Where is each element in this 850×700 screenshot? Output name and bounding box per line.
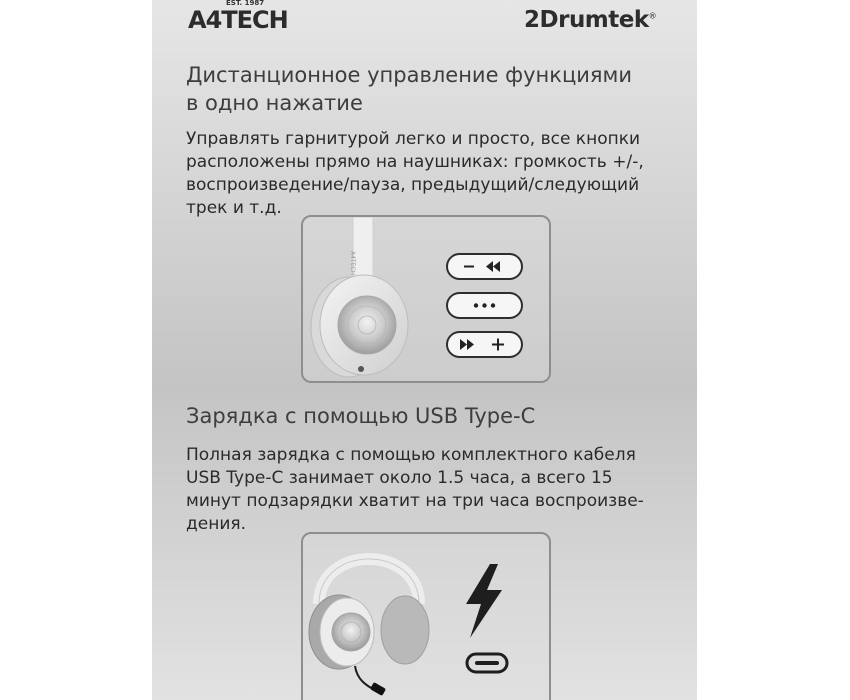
registered-mark: ®: [648, 11, 657, 21]
headphones-image: [305, 538, 435, 700]
a4tech-logo-tag: EST. 1987: [226, 0, 265, 7]
2drumtek-logo: [524, 7, 656, 33]
2drumtek-logo-text: 2Drumtek: [524, 7, 649, 33]
a4tech-logo-text: A4TECH: [188, 6, 288, 34]
section1-text: [186, 128, 644, 220]
section2-text: [186, 444, 644, 536]
section2-title: Зарядка с помощью USB Type-C: [186, 404, 536, 428]
control-button-next-volume-up: [446, 331, 523, 358]
control-button-volume-down-previous: [446, 253, 523, 280]
section2-text-line2: USB Type-C занимает около 1.5 часа, а всего 15: [186, 468, 613, 488]
control-button-play-pause: [446, 292, 523, 319]
section1-text-line2: расположены прямо на наушниках: громкость +/-,: [186, 152, 644, 172]
section1-title-line2: в одно нажатие: [186, 91, 363, 115]
charging-illustration: [301, 532, 551, 700]
section1-text-line1: Управлять гарнитурой легко и просто, все кнопки: [186, 129, 641, 149]
section2-text-line1: Полная зарядка с помощью комплектного кабеля: [186, 445, 636, 465]
section1-text-line3: воспроизведение/пауза, предыдущий/следующий: [186, 175, 640, 195]
section2-text-line3: минут подзарядки хватит на три часа воспроизве-: [186, 491, 644, 511]
device-label: A4TECH: [349, 251, 356, 276]
headphone-side-image: [303, 217, 433, 381]
product-panel: [152, 0, 697, 700]
section1-title: [186, 61, 632, 117]
section1-text-line4: трек и т.д.: [186, 198, 282, 218]
controls-illustration: [301, 215, 551, 383]
section1-title-line1: Дистанционное управление функциями: [186, 63, 633, 87]
section2-text-line4: дения.: [186, 514, 247, 534]
